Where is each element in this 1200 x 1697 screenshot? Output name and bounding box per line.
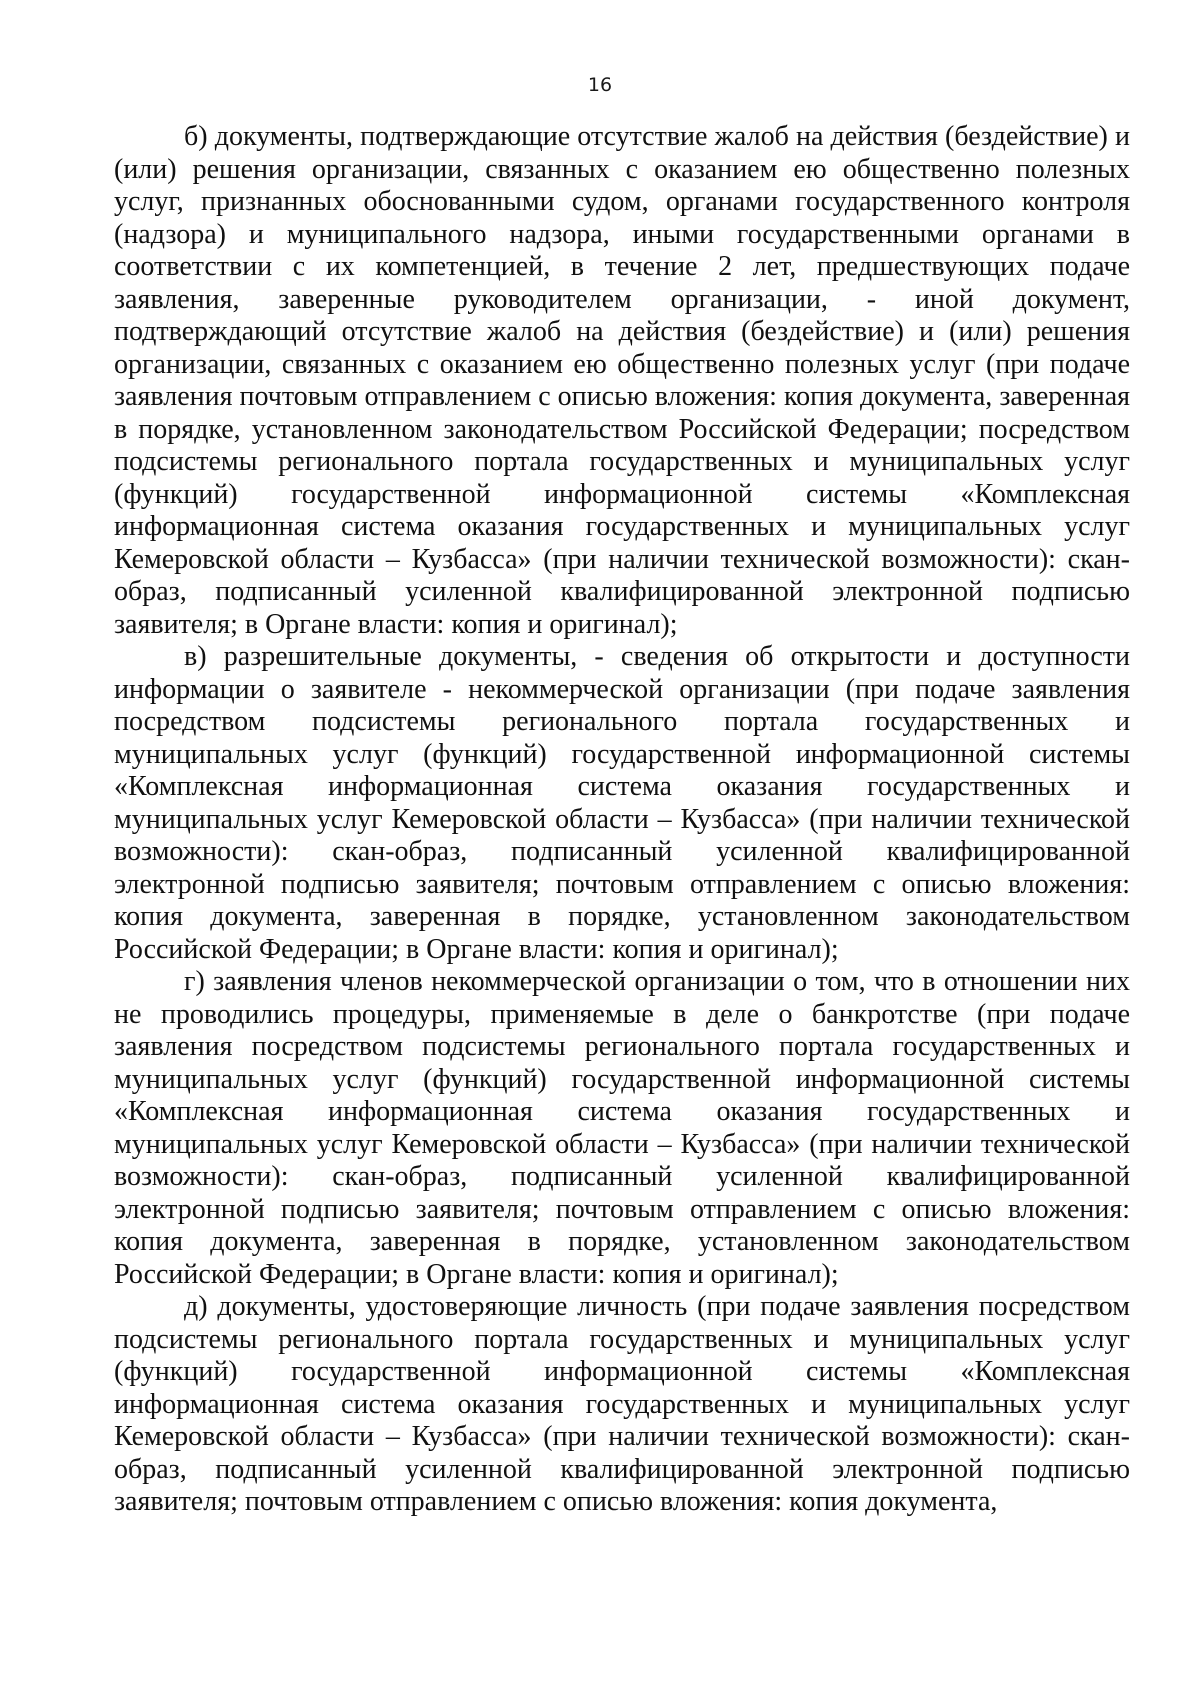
paragraph-v: в) разрешительные документы, - сведения об открытости и доступности информации о заявителе - некоммерческой организации (при подаче заявления посредством подсистемы регионального портала государственных и муниципальных услуг (функций) государственной информационной системы «Комплексная информационная система оказания государственных и муниципальных услуг Кемеровской области – Кузбасса» (при наличии технической возможности): скан-образ, подписанный усиленной квалифицированной электронной подписью заявителя; почтовым отправлением с описью вложения: копия документа, заверенная в порядке, установленном законодательством Российской Федерации; в Органе власти: копия и оригинал); (114, 641, 1130, 965)
document-body (114, 121, 1130, 1519)
paragraph-g: г) заявления членов некоммерческой организации о том, что в отношении них не проводились процедуры, применяемые в деле о банкротстве (при подаче заявления посредством подсистемы регионального портала государственных и муниципальных услуг (функций) государственной информационной системы «Комплексная информационная система оказания государственных и муниципальных услуг Кемеровской области – Кузбасса» (при наличии технической возможности): скан-образ, подписанный усиленной квалифицированной электронной подписью заявителя; почтовым отправлением с описью вложения: копия документа, заверенная в порядке, установленном законодательством Российской Федерации; в Органе власти: копия и оригинал); (114, 966, 1130, 1290)
paragraph-d: д) документы, удостоверяющие личность (при подаче заявления посредством подсистемы регионального портала государственных и муниципальных услуг (функций) государственной информационной системы «Комплексная информационная система оказания государственных и муниципальных услуг Кемеровской области – Кузбасса» (при наличии технической возможности): скан-образ, подписанный усиленной квалифицированной электронной подписью заявителя; почтовым отправлением с описью вложения: копия документа, (114, 1291, 1130, 1517)
paragraph-b: б) документы, подтверждающие отсутствие жалоб на действия (бездействие) и (или) решения организации, связанных с оказанием ею общественно полезных услуг, признанных обоснованными судом, органами государственного контроля (надзора) и муниципального надзора, иными государственными органами в соответствии с их компетенцией, в течение 2 лет, предшествующих подаче заявления, заверенные руководителем организации, - иной документ, подтверждающий отсутствие жалоб на действия (бездействие) и (или) решения организации, связанных с оказанием ею общественно полезных услуг (при подаче заявления почтовым отправлением с описью вложения: копия документа, заверенная в порядке, установленном законодательством Российской Федерации; посредством подсистемы регионального портала государственных и муниципальных услуг (функций) государственной информационной системы «Комплексная информационная система оказания государственных и муниципальных услуг Кемеровской области – Кузбасса» (при наличии технической возможности): скан-образ, подписанный усиленной квалифицированной электронной подписью заявителя; в Органе власти: копия и оригинал); (114, 121, 1130, 640)
page-number: 16 (587, 74, 613, 96)
